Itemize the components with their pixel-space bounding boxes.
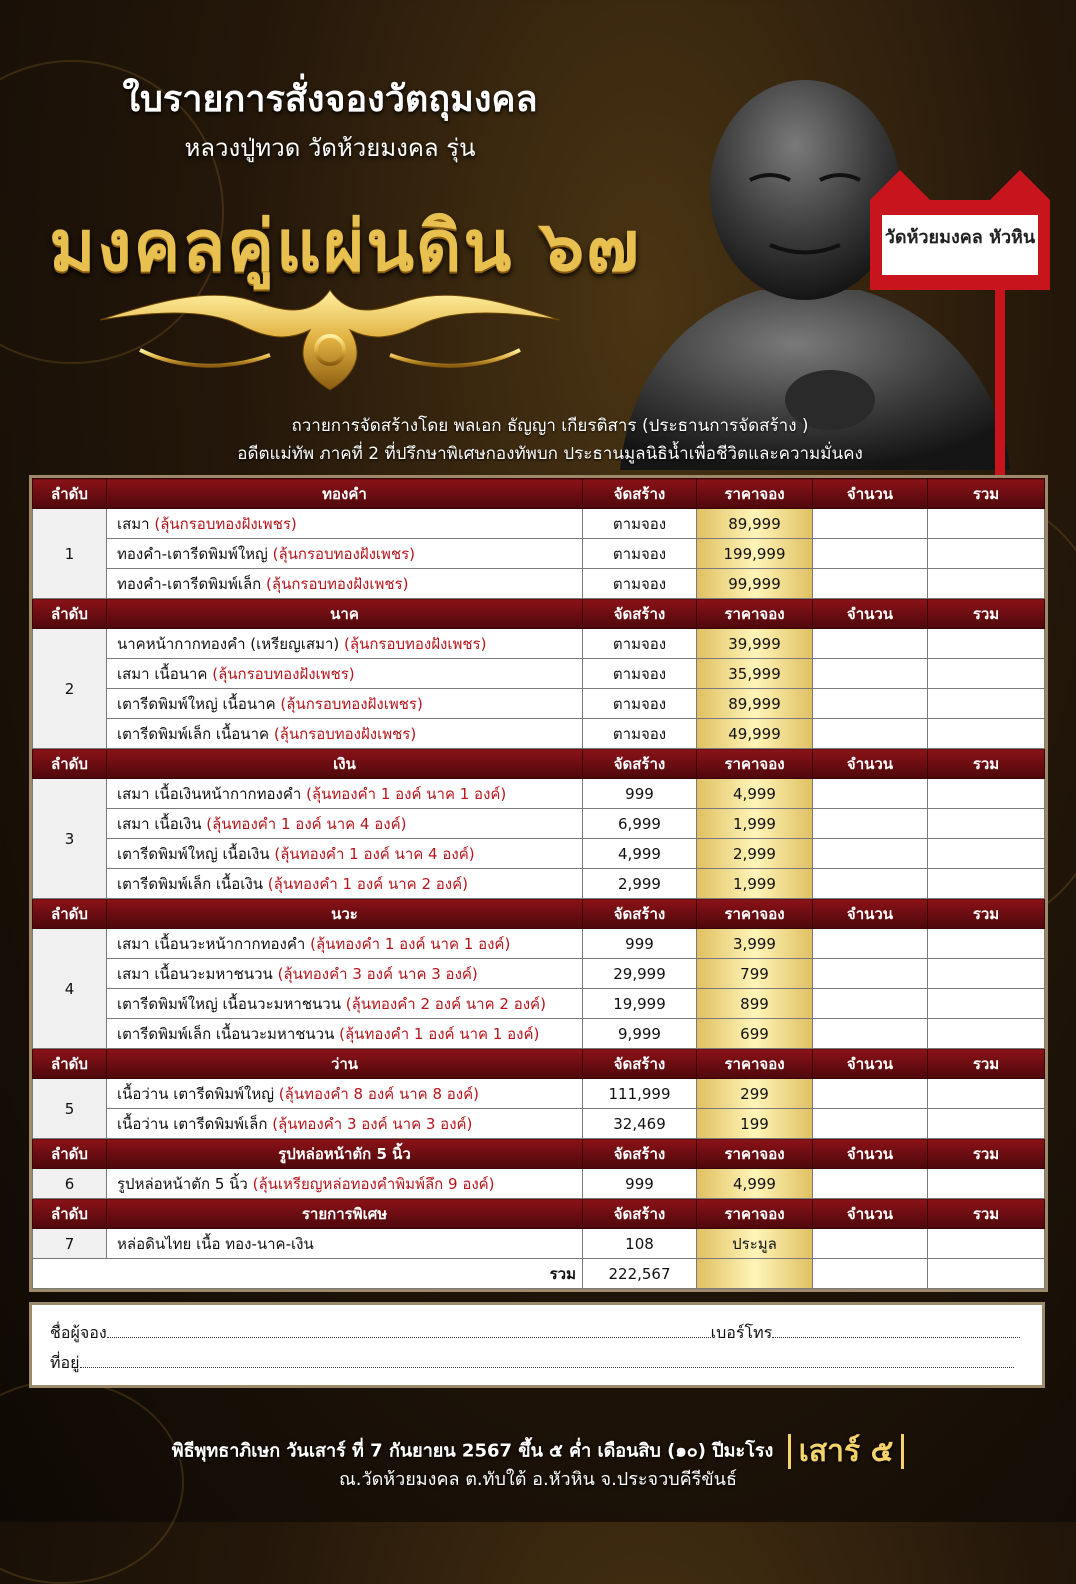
item-made: 999: [583, 929, 697, 959]
col-price-header: ราคาจอง: [697, 479, 813, 509]
col-made-header: จัดสร้าง: [583, 749, 697, 779]
item-name: รูปหล่อหน้าตัก 5 นิ้ว: [117, 1174, 248, 1193]
group-title: ว่าน: [107, 1049, 583, 1079]
col-qty-header: จำนวน: [813, 599, 928, 629]
item-name: เสมา เนื้อเงิน: [117, 814, 202, 833]
item-made: 4,999: [583, 839, 697, 869]
item-made: ตามจอง: [583, 659, 697, 689]
item-price: 1,999: [697, 809, 813, 839]
item-name: นาคหน้ากากทองคำ (เหรียญเสมา): [117, 634, 340, 653]
item-price: 699: [697, 1019, 813, 1049]
group-number: 1: [33, 509, 107, 599]
item-row: [33, 809, 1045, 839]
item-price: 3,999: [697, 929, 813, 959]
col-made-header: จัดสร้าง: [583, 599, 697, 629]
item-name: เตารีดพิมพ์เล็ก เนื้อนาค: [117, 724, 270, 743]
item-name-cell: [107, 1109, 583, 1139]
item-price: 89,999: [697, 509, 813, 539]
col-price-header: ราคาจอง: [697, 1049, 813, 1079]
item-price: 2,999: [697, 839, 813, 869]
item-name: เตารีดพิมพ์ใหญ่ เนื้อเงิน: [117, 844, 270, 863]
item-name-cell: [107, 869, 583, 899]
item-name: เตารีดพิมพ์ใหญ่ เนื้อนาค: [117, 694, 276, 713]
item-row: [33, 1079, 1045, 1109]
col-sum-header: รวม: [928, 1139, 1045, 1169]
item-made: 999: [583, 1169, 697, 1199]
item-made: 108: [583, 1229, 697, 1259]
item-row: [33, 929, 1045, 959]
item-price: 89,999: [697, 689, 813, 719]
page-title: ใบรายการสั่งจองวัตถุมงคล: [122, 79, 538, 120]
item-made: ตามจอง: [583, 689, 697, 719]
item-row: [33, 629, 1045, 659]
item-note: (ลุ้นทองคำ 1 องค์ นาค 2 องค์): [267, 874, 468, 893]
col-qty-header: จำนวน: [813, 1139, 928, 1169]
item-name: เนื้อว่าน เตารีดพิมพ์ใหญ่: [117, 1084, 275, 1103]
group-title: เงิน: [107, 749, 583, 779]
group-number: 4: [33, 929, 107, 1049]
item-name-cell: [107, 1019, 583, 1049]
quantity-input[interactable]: [813, 869, 928, 899]
item-made: ตามจอง: [583, 569, 697, 599]
item-name-cell: [107, 539, 583, 569]
quantity-input[interactable]: [813, 659, 928, 689]
item-price: 199: [697, 1109, 813, 1139]
item-price: 4,999: [697, 779, 813, 809]
item-name-cell: [107, 509, 583, 539]
item-name: เตารีดพิมพ์เล็ก เนื้อนวะมหาชนวน: [117, 1024, 335, 1043]
col-made-header: จัดสร้าง: [583, 899, 697, 929]
item-name-cell: [107, 1229, 583, 1259]
quantity-input[interactable]: [813, 839, 928, 869]
group-number: 7: [33, 1229, 107, 1259]
quantity-input[interactable]: [813, 989, 928, 1019]
series-name: มงคลคู่แผ่นดิน ๖๗: [49, 205, 641, 287]
item-made: 2,999: [583, 869, 697, 899]
item-row: [33, 569, 1045, 599]
item-made: 29,999: [583, 959, 697, 989]
item-name-cell: [107, 629, 583, 659]
group-number: 6: [33, 1169, 107, 1199]
col-sum-header: รวม: [928, 1199, 1045, 1229]
item-name-cell: [107, 929, 583, 959]
item-note: (ลุ้นกรอบทองฝังเพชร): [266, 574, 409, 593]
quantity-input[interactable]: [813, 569, 928, 599]
item-row: [33, 839, 1045, 869]
item-note: (ลุ้นทองคำ 3 องค์ นาค 3 องค์): [277, 964, 478, 983]
ceremony-date: พิธีพุทธาภิเษก วันเสาร์ ที่ 7 กันยายน 2567 ขึ้น ๕ ค่ำ เดือนสิบ (๑๐) ปีมะโรง: [171, 1440, 774, 1462]
quantity-input[interactable]: [813, 809, 928, 839]
item-note: (ลุ้นเหรียญหล่อทองคำพิมพ์ลึก 9 องค์): [252, 1174, 495, 1193]
col-sum-header: รวม: [928, 599, 1045, 629]
item-name: หล่อดินไทย เนื้อ ทอง-นาค-เงิน: [117, 1234, 314, 1253]
address-label: ที่อยู่: [50, 1353, 80, 1372]
item-price: ประมูล: [697, 1229, 813, 1259]
subtotal-cell: [928, 1019, 1045, 1049]
subtotal-cell: [928, 959, 1045, 989]
item-made: ตามจอง: [583, 509, 697, 539]
quantity-input[interactable]: [813, 719, 928, 749]
form-row-address: [50, 1351, 1014, 1376]
item-name-cell: [107, 779, 583, 809]
col-qty-header: จำนวน: [813, 899, 928, 929]
group-header-row: [33, 1139, 1045, 1169]
subtotal-cell: [928, 779, 1045, 809]
group-number: 2: [33, 629, 107, 749]
group-title: ทองคำ: [107, 479, 583, 509]
col-no-header: ลำดับ: [33, 1139, 107, 1169]
group-header-row: [33, 599, 1045, 629]
item-name: เนื้อว่าน เตารีดพิมพ์เล็ก: [117, 1114, 268, 1133]
ceremony-location: ณ.วัดห้วยมงคล ต.ทับใต้ อ.หัวหิน จ.ประจวบคีรีขันธ์: [339, 1469, 737, 1490]
subtotal-cell: [928, 1079, 1045, 1109]
col-made-header: จัดสร้าง: [583, 1199, 697, 1229]
item-note: (ลุ้นทองคำ 1 องค์ นาค 1 องค์): [306, 784, 507, 803]
total-row: [33, 1259, 1045, 1289]
item-name: เสมา เนื้อนาค: [117, 664, 208, 683]
item-name-cell: [107, 1079, 583, 1109]
item-row: [33, 1229, 1045, 1259]
col-qty-header: จำนวน: [813, 749, 928, 779]
item-price: 35,999: [697, 659, 813, 689]
name-label: ชื่อผู้จอง: [50, 1323, 107, 1342]
temple-sign-text: วัดห้วยมงคล หัวหิน: [884, 227, 1036, 248]
col-no-header: ลำดับ: [33, 599, 107, 629]
order-form: [32, 1305, 1042, 1385]
total-price-cell: [697, 1259, 813, 1289]
item-name-cell: [107, 839, 583, 869]
col-price-header: ราคาจอง: [697, 1199, 813, 1229]
subtotal-cell: [928, 569, 1045, 599]
col-no-header: ลำดับ: [33, 1199, 107, 1229]
col-price-header: ราคาจอง: [697, 749, 813, 779]
ceremony-badge: เสาร์ ๕: [788, 1434, 905, 1469]
col-price-header: ราคาจอง: [697, 599, 813, 629]
group-number: 3: [33, 779, 107, 899]
item-row: [33, 719, 1045, 749]
quantity-input[interactable]: [813, 689, 928, 719]
item-row: [33, 1169, 1045, 1199]
item-price: 99,999: [697, 569, 813, 599]
group-title: รูปหล่อหน้าตัก 5 นิ้ว: [107, 1139, 583, 1169]
item-name: เสมา เนื้อนวะมหาชนวน: [117, 964, 273, 983]
item-row: [33, 1019, 1045, 1049]
item-name: เตารีดพิมพ์เล็ก เนื้อเงิน: [117, 874, 264, 893]
col-qty-header: จำนวน: [813, 479, 928, 509]
quantity-input[interactable]: [813, 1229, 928, 1259]
item-name: ทองคำ-เตารีดพิมพ์เล็ก: [117, 574, 262, 593]
subtotal-cell: [928, 929, 1045, 959]
item-price: 39,999: [697, 629, 813, 659]
quantity-input[interactable]: [813, 1079, 928, 1109]
subtotal-cell: [928, 839, 1045, 869]
item-made: 6,999: [583, 809, 697, 839]
item-price: 199,999: [697, 539, 813, 569]
item-note: (ลุ้นกรอบทองฝังเพชร): [344, 634, 487, 653]
col-no-header: ลำดับ: [33, 1049, 107, 1079]
col-no-header: ลำดับ: [33, 479, 107, 509]
phone-label: เบอร์โทร: [710, 1323, 773, 1342]
item-price: 1,999: [697, 869, 813, 899]
subtotal-cell: [928, 1229, 1045, 1259]
quantity-input[interactable]: [813, 1109, 928, 1139]
item-price: 299: [697, 1079, 813, 1109]
item-made: ตามจอง: [583, 719, 697, 749]
address-input[interactable]: [80, 1353, 1014, 1368]
item-note: (ลุ้นกรอบทองฝังเพชร): [272, 544, 416, 563]
item-name: เตารีดพิมพ์ใหญ่ เนื้อนวะมหาชนวน: [117, 994, 341, 1013]
quantity-input[interactable]: [813, 509, 928, 539]
col-no-header: ลำดับ: [33, 749, 107, 779]
col-no-header: ลำดับ: [33, 899, 107, 929]
item-made: 999: [583, 779, 697, 809]
item-row: [33, 869, 1045, 899]
item-note: (ลุ้นกรอบทองฝังเพชร): [212, 664, 355, 683]
quantity-input[interactable]: [813, 539, 928, 569]
col-price-header: ราคาจอง: [697, 1139, 813, 1169]
item-note: (ลุ้นทองคำ 3 องค์ นาค 3 องค์): [272, 1114, 473, 1133]
phone-input[interactable]: [772, 1323, 1020, 1338]
group-number: 5: [33, 1079, 107, 1139]
col-sum-header: รวม: [928, 1049, 1045, 1079]
col-made-header: จัดสร้าง: [583, 1139, 697, 1169]
item-made: 9,999: [583, 1019, 697, 1049]
group-header-row: [33, 1049, 1045, 1079]
sponsor-line-1: ถวายการจัดสร้างโดย พลเอก ธัญญา เกียรติสาร (ประธานการจัดสร้าง ): [291, 416, 809, 436]
item-row: [33, 539, 1045, 569]
item-name-cell: [107, 989, 583, 1019]
item-row: [33, 989, 1045, 1019]
quantity-input[interactable]: [813, 929, 928, 959]
col-qty-header: จำนวน: [813, 1049, 928, 1079]
col-made-header: จัดสร้าง: [583, 1049, 697, 1079]
subtotal-cell: [928, 689, 1045, 719]
page-subtitle: หลวงปู่ทวด วัดห้วยมงคล รุ่น: [184, 134, 476, 162]
item-made: 32,469: [583, 1109, 697, 1139]
col-sum-header: รวม: [928, 479, 1045, 509]
subtotal-cell: [928, 539, 1045, 569]
item-made: 111,999: [583, 1079, 697, 1109]
item-row: [33, 659, 1045, 689]
item-made: ตามจอง: [583, 539, 697, 569]
group-header-row: [33, 749, 1045, 779]
item-note: (ลุ้นกรอบทองฝังเพชร): [273, 724, 417, 743]
item-name: เสมา: [117, 514, 150, 533]
item-note: (ลุ้นทองคำ 8 องค์ นาค 8 องค์): [278, 1084, 479, 1103]
quantity-input[interactable]: [813, 1169, 928, 1199]
form-row-name: [50, 1321, 1020, 1346]
quantity-input[interactable]: [813, 779, 928, 809]
col-made-header: จัดสร้าง: [583, 479, 697, 509]
subtotal-cell: [928, 629, 1045, 659]
item-price: 4,999: [697, 1169, 813, 1199]
item-name-cell: [107, 689, 583, 719]
group-title: นาค: [107, 599, 583, 629]
item-name-cell: [107, 659, 583, 689]
price-table: [32, 478, 1045, 1289]
item-name-cell: [107, 719, 583, 749]
group-header-row: [33, 899, 1045, 929]
grand-total-cell: [928, 1259, 1045, 1289]
quantity-input[interactable]: [813, 629, 928, 659]
total-made: 222,567: [583, 1259, 697, 1289]
item-made: ตามจอง: [583, 629, 697, 659]
item-price: 899: [697, 989, 813, 1019]
group-header-row: [33, 479, 1045, 509]
item-price: 799: [697, 959, 813, 989]
item-note: (ลุ้นทองคำ 2 องค์ นาค 2 องค์): [345, 994, 546, 1013]
item-price: 49,999: [697, 719, 813, 749]
item-note: (ลุ้นกรอบทองฝังเพชร): [154, 514, 297, 533]
item-name: ทองคำ-เตารีดพิมพ์ใหญ่: [117, 544, 268, 563]
sponsor-line-2: อดีตแม่ทัพ ภาคที่ 2 ที่ปรึกษาพิเศษกองทัพบก ประธานมูลนิธิน้ำเพื่อชีวิตและความมั่นคง: [237, 444, 863, 464]
total-label: รวม: [33, 1259, 583, 1289]
subtotal-cell: [928, 869, 1045, 899]
item-name-cell: [107, 1169, 583, 1199]
col-price-header: ราคาจอง: [697, 899, 813, 929]
subtotal-cell: [928, 989, 1045, 1019]
item-name-cell: [107, 959, 583, 989]
item-note: (ลุ้นทองคำ 1 องค์ นาค 4 องค์): [274, 844, 475, 863]
item-note: (ลุ้นทองคำ 1 องค์ นาค 1 องค์): [339, 1024, 540, 1043]
col-sum-header: รวม: [928, 899, 1045, 929]
quantity-input[interactable]: [813, 959, 928, 989]
item-row: [33, 959, 1045, 989]
item-row: [33, 779, 1045, 809]
subtotal-cell: [928, 1109, 1045, 1139]
gold-ornament-icon: [80, 280, 580, 400]
total-qty-cell: [813, 1259, 928, 1289]
subtotal-cell: [928, 719, 1045, 749]
col-sum-header: รวม: [928, 749, 1045, 779]
item-name: เสมา เนื้อนวะหน้ากากทองคำ: [117, 934, 306, 953]
item-name-cell: [107, 809, 583, 839]
col-qty-header: จำนวน: [813, 1199, 928, 1229]
group-header-row: [33, 1199, 1045, 1229]
name-input[interactable]: [107, 1323, 711, 1338]
group-title: รายการพิเศษ: [107, 1199, 583, 1229]
item-row: [33, 1109, 1045, 1139]
quantity-input[interactable]: [813, 1019, 928, 1049]
subtotal-cell: [928, 1169, 1045, 1199]
item-note: (ลุ้นทองคำ 1 องค์ นาค 4 องค์): [206, 814, 407, 833]
subtotal-cell: [928, 659, 1045, 689]
item-made: 19,999: [583, 989, 697, 1019]
item-row: [33, 509, 1045, 539]
group-title: นวะ: [107, 899, 583, 929]
item-name: เสมา เนื้อเงินหน้ากากทองคำ: [117, 784, 302, 803]
item-name-cell: [107, 569, 583, 599]
item-note: (ลุ้นทองคำ 1 องค์ นาค 1 องค์): [310, 934, 511, 953]
item-row: [33, 689, 1045, 719]
item-note: (ลุ้นกรอบทองฝังเพชร): [280, 694, 423, 713]
subtotal-cell: [928, 509, 1045, 539]
subtotal-cell: [928, 809, 1045, 839]
